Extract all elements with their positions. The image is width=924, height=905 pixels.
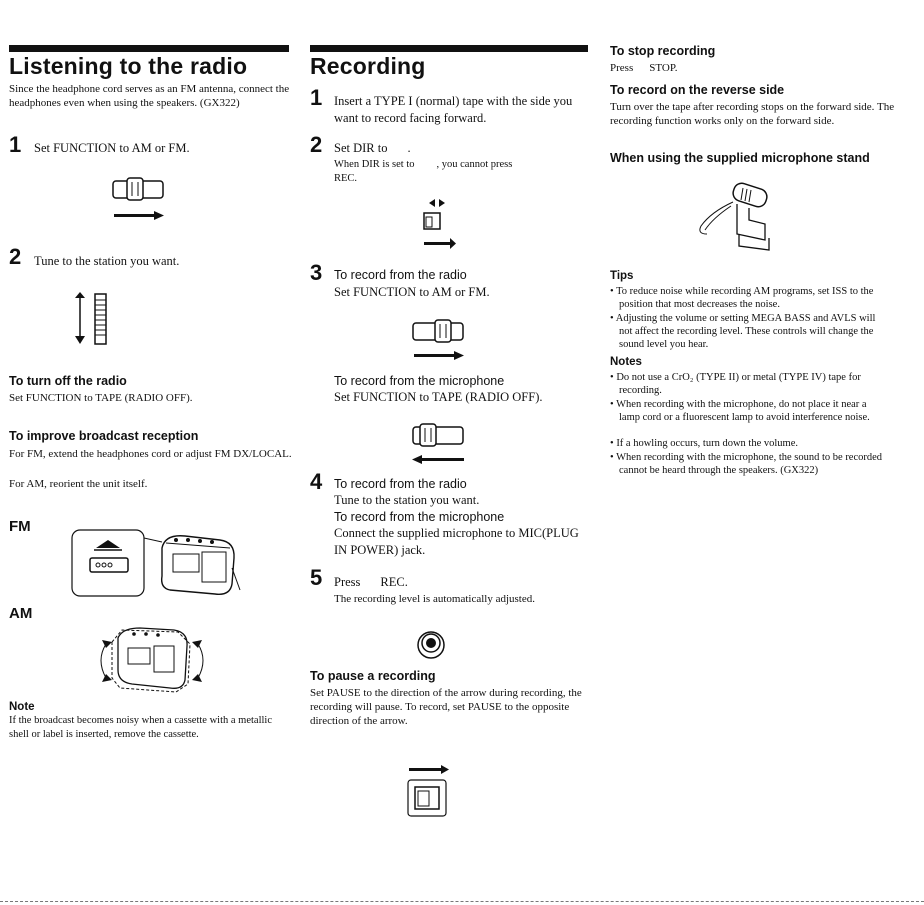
fm-label: FM [9, 518, 31, 535]
note-item: • When recording with the microphone, the sound to be recorded cannot be heard through the speakers. (GX322) [610, 452, 883, 476]
note-item: • When recording with the microphone, do not place it near a lamp cord or a fluorescent lamp to avoid interference noise. [610, 399, 870, 423]
step-number: 4 [310, 469, 323, 494]
step-text: Tune to the station you want. [34, 254, 180, 268]
section-text: Turn over the tape after recording stops on the forward side. The recording function works only on the forward side. [610, 101, 895, 127]
step-note-part: , you cannot press [436, 159, 513, 170]
step-text-part: Set DIR to [334, 141, 388, 155]
section-text: For AM, reorient the unit itself. [9, 478, 148, 490]
section-text: Set FUNCTION to TAPE (RADIO OFF). [9, 392, 193, 404]
sub-heading: To record from the radio [334, 477, 467, 491]
step-number: 5 [310, 565, 323, 590]
tips-heading: Tips [610, 270, 634, 282]
step-text-part: Press [334, 575, 361, 589]
step-number: 1 [9, 132, 22, 157]
tuning-dial-illustration [75, 294, 109, 346]
tip-item: • To reduce noise while recording AM programs, set ISS to the position that most decreases the noise. [610, 286, 874, 310]
step-text: Tune to the station you want. [334, 493, 480, 507]
step-note: The recording level is automatically adjusted. [334, 593, 535, 605]
section-heading: To record on the reverse side [610, 83, 785, 97]
am-reorient-illustration [92, 624, 212, 694]
section-heading: When using the supplied microphone stand [610, 151, 870, 165]
tip-item-text: Adjusting the volume or setting MEGA BASS and AVLS will not affect the recording level. These controls will change the sound level you hear. [615, 313, 876, 350]
note-item-text: When recording with the microphone, the sound to be recorded cannot be heard through the speakers. (GX322) [616, 452, 883, 476]
pause-switch-illustration [405, 764, 451, 820]
step-text: Connect the supplied microphone to MIC(PLUG IN POWER) jack. [334, 526, 579, 557]
page-title-recording: Recording [310, 53, 426, 79]
step-text: Set FUNCTION to AM or FM. [34, 141, 190, 155]
section-heading: To pause a recording [310, 669, 436, 683]
step-text [334, 140, 590, 157]
step-number: 2 [310, 132, 323, 157]
note-item-text: If a howling occurs, turn down the volume. [616, 438, 798, 449]
note-heading: Note [9, 701, 35, 713]
sub-heading: To record from the radio [334, 268, 467, 282]
note-item-text: Do not use a CrO₂ (TYPE II) or metal (TYPE IV) tape for recording. [616, 372, 861, 396]
microphone-stand-illustration [693, 182, 777, 254]
step-note-part: When DIR is set to [334, 159, 415, 170]
step-text [334, 574, 590, 591]
section-rule [310, 45, 588, 52]
section-rule [9, 45, 289, 52]
page-bottom-divider [0, 901, 924, 902]
function-switch-illustration [410, 424, 466, 466]
function-switch-illustration [110, 178, 166, 220]
section-text: Set PAUSE to the direction of the arrow during recording, the recording will pause. To record, set PAUSE to the opposite direction of the arrow. [310, 687, 582, 727]
dir-switch-illustration [412, 198, 456, 250]
am-label: AM [9, 605, 33, 622]
step-text: Insert a TYPE I (normal) tape with the side you want to record facing forward. [334, 94, 573, 125]
step-text-part: . [407, 141, 411, 155]
sub-heading: To record from the microphone [334, 510, 505, 524]
step-note-part: REC. [334, 173, 358, 184]
fm-dx-local-illustration [70, 528, 250, 600]
step-text: Set FUNCTION to TAPE (RADIO OFF). [334, 390, 543, 404]
step-text-part: REC. [380, 575, 408, 589]
step-note [334, 158, 590, 186]
section-text [610, 61, 900, 75]
section-text: For FM, extend the headphones cord or adjust FM DX/LOCAL. [9, 448, 292, 460]
notes-heading: Notes [610, 356, 642, 368]
section-text-part: STOP. [649, 62, 678, 74]
function-switch-illustration [410, 320, 466, 362]
step-number: 1 [310, 85, 323, 110]
step-text: Set FUNCTION to AM or FM. [334, 285, 490, 299]
note-item: • Do not use a CrO₂ (TYPE II) or metal (TYPE IV) tape for recording. [610, 372, 861, 396]
note-text: If the broadcast becomes noisy when a cassette with a metallic shell or label is inserted, remove the cassette. [9, 715, 272, 740]
sub-heading: To record from the microphone [334, 374, 505, 388]
page-title-radio: Listening to the radio [9, 53, 248, 79]
section-text-part: Press [610, 62, 634, 74]
note-item: • If a howling occurs, turn down the volume. [610, 438, 798, 449]
tip-item-text: To reduce noise while recording AM programs, set ISS to the position that most decreases the noise. [616, 286, 874, 310]
section-heading: To improve broadcast reception [9, 429, 199, 443]
tip-item: • Adjusting the volume or setting MEGA BASS and AVLS will not affect the recording level. These controls will change the sound level you hear. [610, 313, 876, 350]
rec-button-illustration [416, 630, 446, 660]
step-number: 3 [310, 260, 323, 285]
section-heading: To stop recording [610, 44, 716, 58]
step-number: 2 [9, 244, 22, 269]
radio-intro: Since the headphone cord serves as an FM antenna, connect the headphones even when using the speakers. (GX322) [9, 83, 290, 109]
note-item-text: When recording with the microphone, do not place it near a lamp cord or a fluorescent lamp to avoid interference noise. [616, 399, 870, 423]
section-heading: To turn off the radio [9, 374, 127, 388]
